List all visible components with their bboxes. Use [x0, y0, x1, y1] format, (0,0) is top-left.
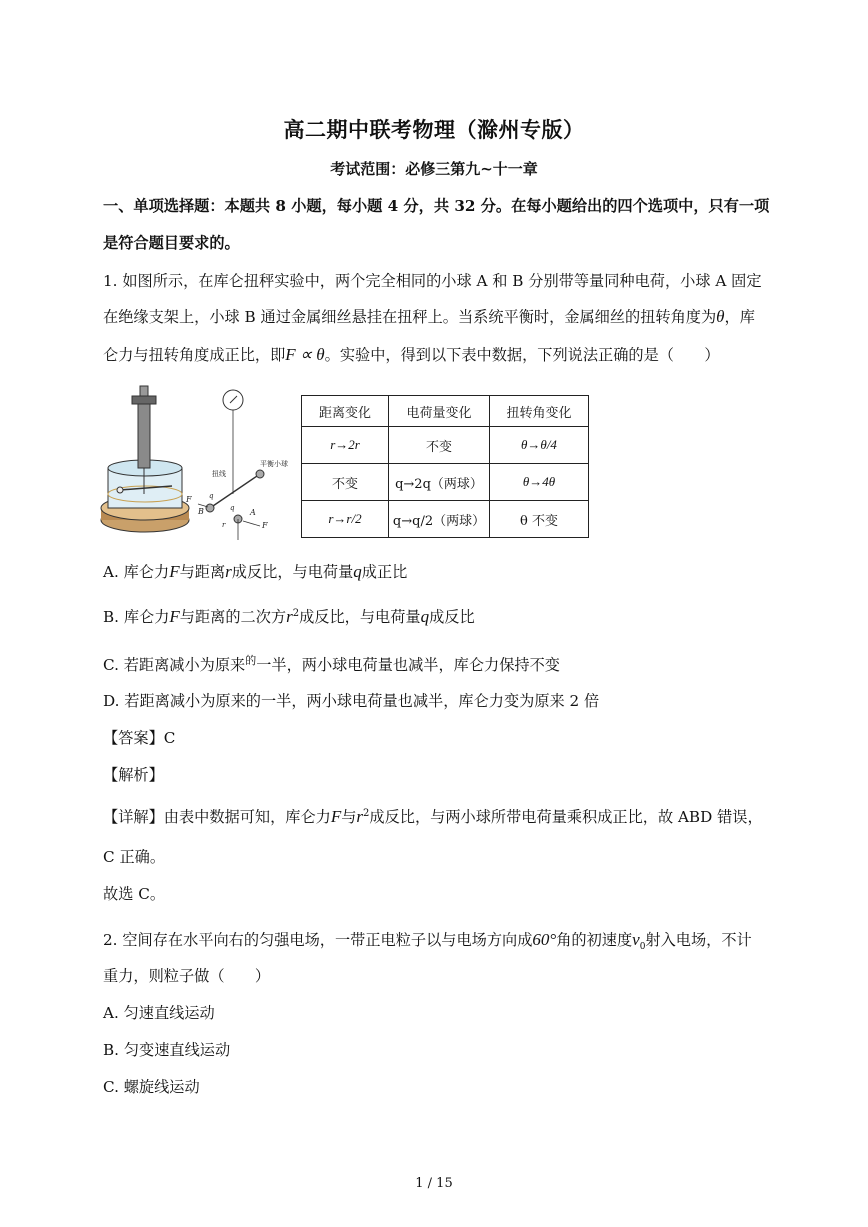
q1-option-d: D. 若距离减小为原来的一半，两小球电荷量也减半，库仑力变为原来 2 倍	[103, 692, 600, 710]
q1-line2: 在绝缘支架上，小球 B 通过金属细丝悬挂在扭秤上。当系统平衡时，金属细丝的扭转角度为θ，库	[103, 307, 755, 326]
q1-detail-line2: C 正确。	[103, 848, 166, 866]
table-cell: q→2q（两球）	[389, 464, 490, 501]
table-cell: r→r/2	[302, 501, 389, 538]
table-cell: θ→θ/4	[490, 427, 589, 464]
balance-label: 平衡小球	[260, 460, 288, 468]
exam-scope: 考试范围：必修三第九~十一章	[330, 160, 538, 178]
table-header-row	[302, 396, 589, 427]
q1-option-a: A. 库仑力F与距离r成反比，与电荷量q成正比	[103, 562, 408, 581]
q1-line1: 1. 如图所示，在库仑扭秤实验中，两个完全相同的小球 A 和 B 分别带等量同种电荷，小球 A 固定	[103, 272, 762, 290]
header-angle: 扭转角变化	[490, 396, 589, 427]
table-cell: 不变	[302, 464, 389, 501]
svg-text:F: F	[262, 521, 268, 530]
svg-text:q: q	[230, 504, 235, 512]
torsion-balance-figure	[100, 382, 295, 542]
q2-option-b: B. 匀变速直线运动	[103, 1041, 231, 1059]
table-cell: 不变	[389, 427, 490, 464]
q2-line1: 2. 空间存在水平向右的匀强电场，一带正电粒子以与电场方向成60°角的初速度$v_0$射入电场，不计	[103, 930, 752, 953]
q1-data-table	[301, 395, 589, 538]
table-row	[302, 464, 589, 501]
q1-conclusion: 故选 C。	[103, 885, 166, 903]
q2-line2: 重力，则粒子做（ ）	[103, 967, 271, 985]
svg-text:r: r	[222, 521, 226, 529]
header-charge: 电荷量变化	[389, 396, 490, 427]
table-row	[302, 501, 589, 538]
q1-option-b: B. 库仑力F与距离的二次方$r^2$成反比，与电荷量q成反比	[103, 607, 475, 626]
theta-symbol: θ	[716, 307, 725, 326]
svg-text:B: B	[198, 507, 204, 516]
svg-text:A: A	[250, 508, 256, 517]
q1-answer: 【答案】C	[103, 729, 176, 747]
q1-analysis-label: 【解析】	[103, 766, 164, 784]
table-cell: θ→4θ	[490, 464, 589, 501]
table-cell: θ 不变	[490, 501, 589, 538]
wire-label: 扭线	[212, 470, 226, 478]
proportional-formula: F ∝ θ	[285, 345, 325, 364]
q2-option-c: C. 螺旋线运动	[103, 1078, 200, 1096]
table-cell: q→q/2（两球）	[389, 501, 490, 538]
q1-option-c: C. 若距离减小为原来$^的$一半，两小球电荷量也减半，库仑力保持不变	[103, 654, 560, 675]
header-distance: 距离变化	[302, 396, 389, 427]
svg-text:q: q	[209, 492, 214, 500]
page-number: 1 / 15	[415, 1176, 453, 1191]
q1-detail: 【详解】由表中数据可知，库仑力F与$r^2$成反比，与两小球所带电荷量乘积成正比，故 ABD 错误，	[103, 807, 763, 826]
q1-line3: 仑力与扭转角度成正比，即F ∝ θ。实验中，得到以下表中数据，下列说法正确的是（ ）	[103, 345, 720, 364]
table-row	[302, 427, 589, 464]
q2-option-a: A. 匀速直线运动	[103, 1004, 215, 1022]
page-title: 高二期中联考物理（滁州专版）	[283, 117, 585, 142]
svg-text:F: F	[186, 495, 192, 504]
section-heading-line1: 一、单项选择题：本题共 8 小题，每小题 4 分，共 32 分。在每小题给出的四个选项中，只有一项	[103, 197, 770, 215]
section-heading-line2: 是符合题目要求的。	[103, 234, 240, 252]
table-cell: r→2r	[302, 427, 389, 464]
